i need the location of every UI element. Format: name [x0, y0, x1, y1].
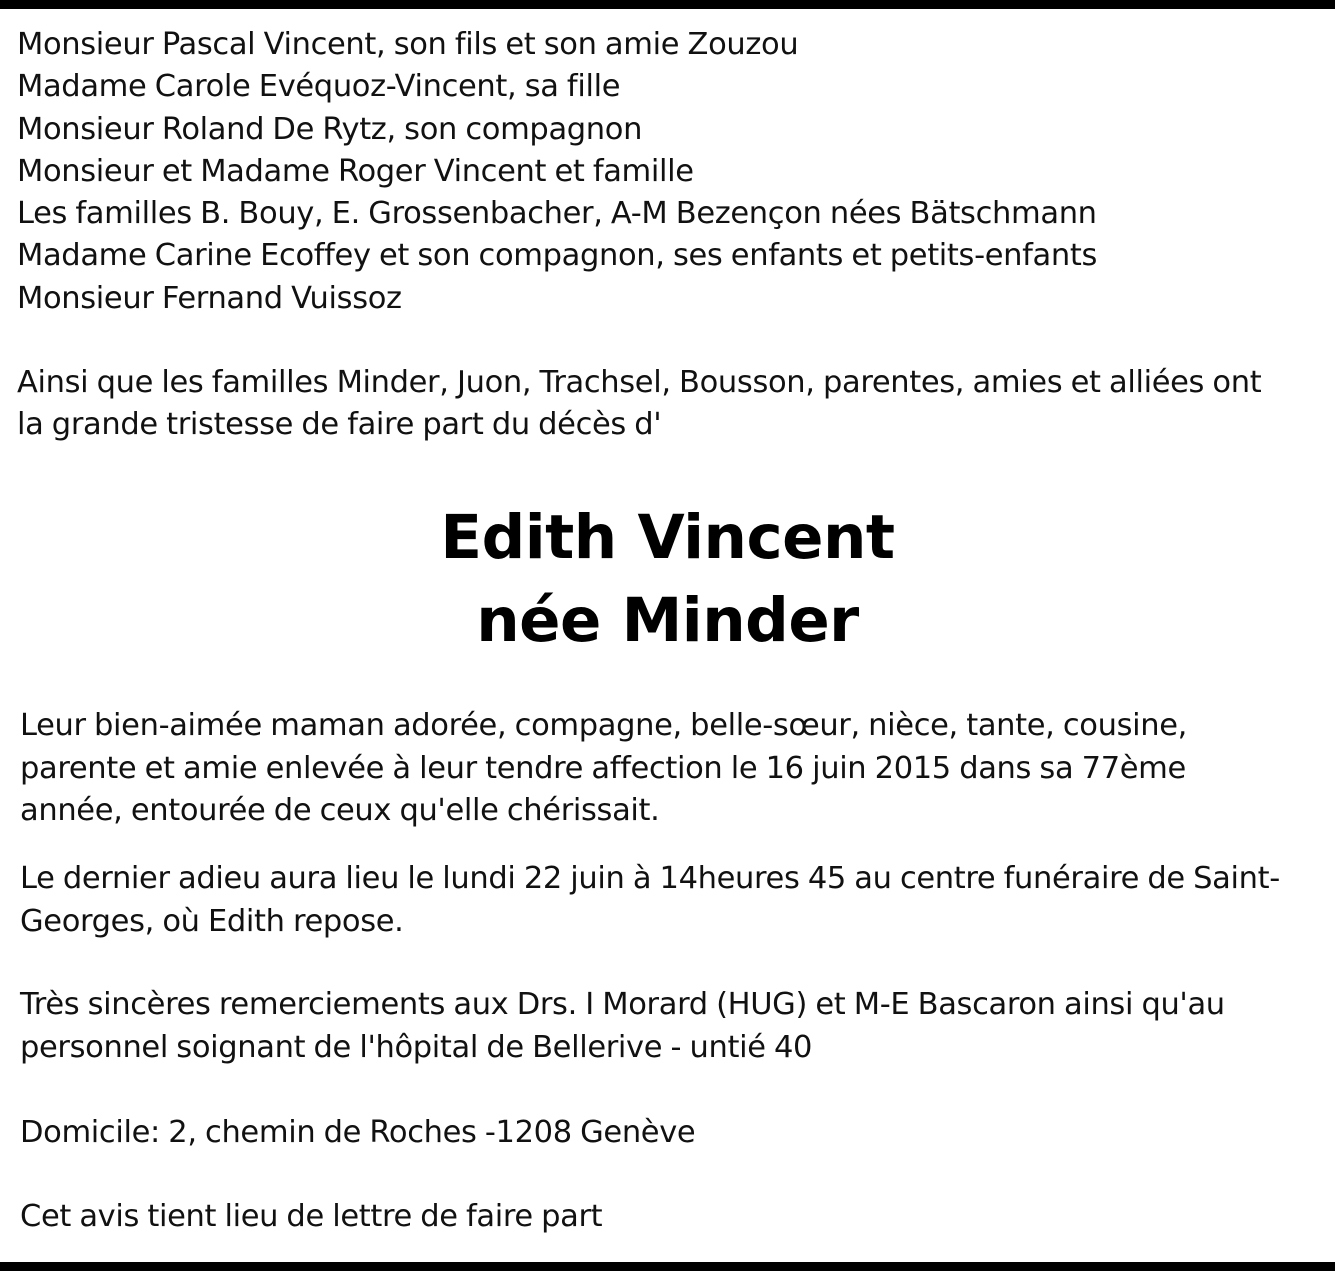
family-line: Monsieur Roland De Rytz, son compagnon	[17, 111, 643, 147]
intro-line: Ainsi que les familles Minder, Juon, Trachsel, Bousson, parentes, amies et alliées ont	[17, 365, 1262, 401]
domicile-paragraph	[20, 1112, 1333, 1155]
closing-paragraph	[20, 1196, 1333, 1239]
family-line: Monsieur Fernand Vuissoz	[17, 280, 402, 316]
family-line: Madame Carole Evéquoz-Vincent, sa fille	[17, 69, 621, 105]
family-line: Madame Carine Ecoffey et son compagnon, ses enfants et petits-enfants	[17, 238, 1097, 274]
thanks-paragraph	[20, 984, 1333, 1069]
family-line: Monsieur et Madame Roger Vincent et famille	[17, 153, 694, 189]
description-line: année, entourée de ceux qu'elle chérissait.	[20, 793, 660, 828]
description-paragraph	[20, 705, 1333, 833]
description-line: parente et amie enlevée à leur tendre affection le 16 juin 2015 dans sa 77ème	[20, 750, 1186, 786]
bottom-border-rule	[0, 1262, 1335, 1271]
deceased-maiden-name: née Minder	[476, 585, 859, 656]
family-line: Monsieur Pascal Vincent, son fils et son amie Zouzou	[17, 27, 799, 62]
farewell-paragraph	[20, 858, 1333, 943]
description-line: Leur bien-aimée maman adorée, compagne, belle-sœur, nièce, tante, cousine,	[20, 708, 1187, 743]
domicile-line: Domicile: 2, chemin de Roches -1208 Genève	[20, 1115, 696, 1150]
intro-paragraph	[17, 362, 1333, 447]
top-border-rule	[0, 0, 1335, 9]
family-list	[17, 24, 1333, 320]
farewell-line: Le dernier adieu aura lieu le lundi 22 juin à 14heures 45 au centre funéraire de Saint-	[20, 861, 1280, 896]
family-line: Les familles B. Bouy, E. Grossenbacher, A-M Bezençon nées Bätschmann	[17, 196, 1097, 232]
intro-line: la grande tristesse de faire part du décès d'	[17, 407, 662, 443]
thanks-line: personnel soignant de l'hôpital de Bellerive - untié 40	[20, 1029, 813, 1065]
thanks-line: Très sincères remerciements aux Drs. I Morard (HUG) et M-E Bascaron ainsi qu'au	[20, 987, 1225, 1022]
farewell-line: Georges, où Edith repose.	[20, 903, 404, 939]
deceased-name-block	[0, 496, 1335, 662]
announcement-header	[17, 24, 1333, 447]
closing-line: Cet avis tient lieu de lettre de faire part	[20, 1199, 603, 1234]
deceased-name: Edith Vincent	[440, 502, 895, 573]
